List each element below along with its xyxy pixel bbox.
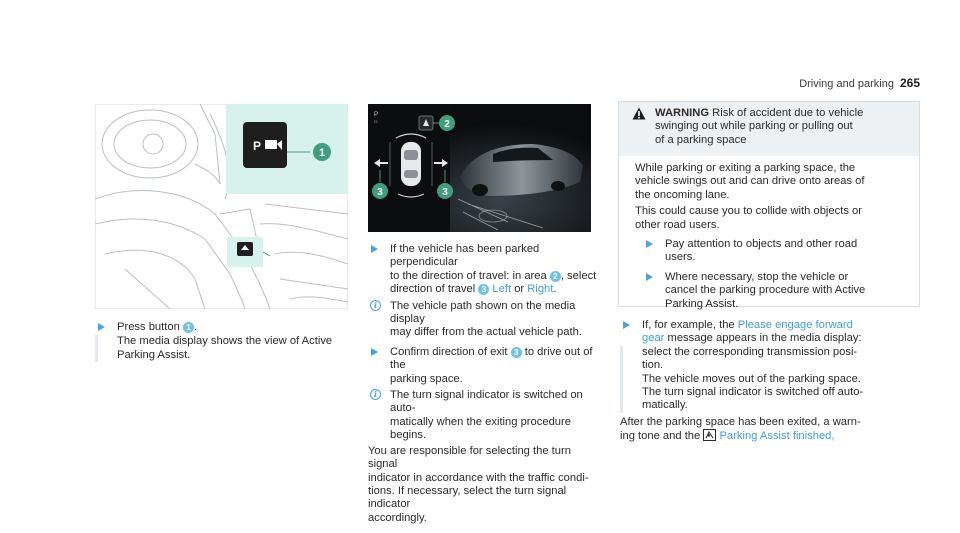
warning-body [619, 156, 919, 311]
callout-badge: 3 [511, 347, 522, 358]
step-arrow-icon [371, 348, 378, 356]
step-engage-gear-detail: select the corresponding transmission posi- tion. The vehicle moves out of the parking space. The turn signal indicator is switched off auto- matically. [620, 346, 920, 413]
message-gear-continued[interactable]: gear [642, 332, 665, 345]
info-turn-signal: i The turn signal indicator is switched on auto- matically when the exiting procedure begins. [368, 389, 598, 443]
step-arrow-icon [646, 273, 653, 281]
svg-text:1: 1 [318, 147, 326, 159]
step-engage-gear: If, for example, the Please engage forward gear message appears in the media display: [620, 319, 920, 346]
step-arrow-icon [371, 245, 378, 253]
interior-button-illustration [95, 104, 348, 309]
parking-assist-icon [703, 429, 716, 441]
message-parking-assist-finished[interactable]: Parking Assist finished, [719, 430, 835, 443]
section-title: Driving and parking [799, 78, 894, 90]
step-confirm-exit: Confirm direction of exit 3 to drive out of the parking space. [368, 346, 598, 386]
media-display-illustration [368, 104, 591, 232]
info-icon: i [370, 389, 381, 400]
step-press-button: Press button 1 . [95, 321, 345, 334]
column-3-text [620, 319, 920, 444]
callout-badge: 1 [183, 322, 194, 333]
warning-header: WARNING Risk of accident due to vehicle swinging out while parking or pulling out of a parking space [619, 102, 919, 156]
warning-para-1: While parking or exiting a parking space, the vehicle swings out and can drive onto areas of the oncoming lane. [635, 162, 865, 201]
step-arrow-icon [623, 321, 630, 329]
warning-para-2: This could cause you to collide with objects or other road users. [635, 205, 862, 231]
step-arrow-icon [98, 323, 105, 331]
svg-text:rs: rs [374, 119, 378, 124]
page-number: 265 [899, 76, 920, 90]
column-1-text [95, 321, 345, 362]
svg-text:3: 3 [377, 187, 383, 198]
svg-text:P: P [374, 112, 379, 118]
info-icon: i [370, 300, 381, 311]
warning-title: WARNING [655, 107, 710, 119]
after-exit-paragraph: After the parking space has been exited, a warn- ing tone and the Parking Assist finished, [620, 415, 861, 443]
callout-badge: 3 [478, 284, 489, 295]
step-result: The media display shows the view of Active Parking Assist. [95, 335, 345, 362]
responsibility-paragraph: You are responsible for selecting the turn signal indicator in accordance with the traffic condi- tions. If necessary, select the turn signal indicator accordingly. [368, 444, 589, 524]
svg-text:3: 3 [442, 187, 448, 198]
warning-triangle-icon [632, 107, 646, 120]
step-arrow-icon [646, 240, 653, 248]
info-vehicle-path: i The vehicle path shown on the media display may differ from the actual vehicle path. [368, 300, 598, 340]
warning-box [618, 101, 920, 310]
step-select-direction: If the vehicle has been parked perpendicular to the direction of travel: in area 2 , select direction of travel 3 Left or Right. [368, 243, 598, 297]
right-option[interactable]: Right [527, 283, 554, 296]
message-please-engage-forward-gear[interactable]: Please engage forward [737, 319, 853, 331]
svg-text:2: 2 [444, 119, 450, 130]
warning-step-2: Where necessary, stop the vehicle or cancel the parking procedure with Active Parking Assist. [643, 271, 911, 311]
page-header [760, 77, 920, 91]
column-2-text [368, 243, 598, 525]
left-option[interactable]: Left [492, 283, 512, 296]
warning-step-1: Pay attention to objects and other road users. [643, 238, 911, 265]
callout-badge: 2 [550, 271, 561, 282]
svg-text:P: P [253, 139, 262, 153]
